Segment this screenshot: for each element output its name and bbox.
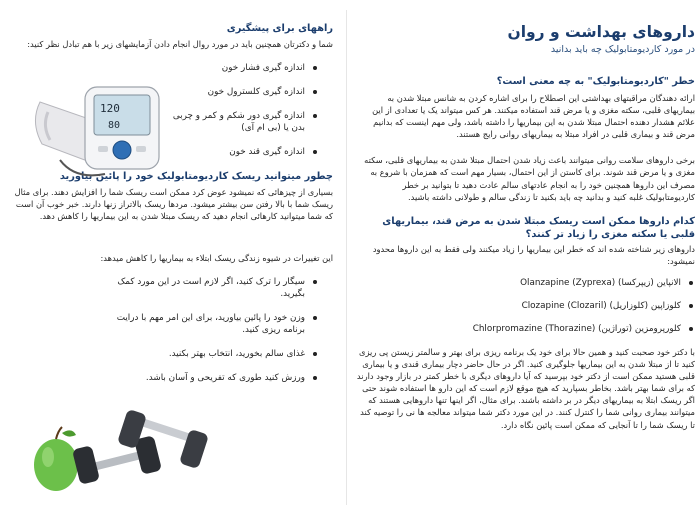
section-heading-lower-risk: چطور میتوانید ریسک کاردیومتابولیک خود را پائین بیاورید (59, 171, 333, 183)
column-divider (346, 10, 347, 505)
paragraph-lifestyle-intro: این تغییرات در شیوه زندگی ریسک ابتلاء به بیماریها را کاهش میدهد: (100, 253, 333, 264)
lifestyle-tip-item: وزن خود را پائین بیاورید، برای این امر مهم با درایت برنامه ریزی کنید. (114, 312, 319, 336)
screening-test-item: اندازه گیری کلسترول خون (169, 86, 319, 98)
drug-name-en: Clozapine (Clozaril) (521, 300, 607, 311)
drug-item (355, 300, 695, 312)
page-title: داروهای بهداشت و روان (507, 23, 695, 41)
page-subtitle: در مورد کاردیومتابولیک چه باید بدانید (550, 44, 695, 55)
dumbbells-and-apple-image (18, 395, 218, 505)
lifestyle-tips-list (114, 276, 319, 384)
screening-test-item: اندازه گیری قند خون (169, 146, 319, 158)
svg-text:120: 120 (100, 102, 120, 115)
screening-test-list (169, 62, 319, 158)
screening-test-item: اندازه گیری فشار خون (169, 62, 319, 74)
paragraph-prevention-intro: شما و دکترتان همچنین باید در مورد روال انجام دادن آزمایشهای زیر با هم تبادل نظر کنید: (27, 39, 333, 49)
lifestyle-tip-item: ورزش کنید طوری که تفریحی و آسان باشد. (114, 372, 319, 384)
paragraph-risk-meaning: ارائه دهندگان مراقبتهای بهداشتی این اصطلاح را برای اشاره کردن به شانس مبتلا شدن به بیماریهای قلبی، سکته مغزی و یا مرض قند استفاده میکنند. هر کس میتواند یک یا تعدادی از این علائم هشدار دهنده احتمال مبتلا شدن به این بیماریها را داشته باشد، ولی مهم اینست که بدانیم مرض قند و بیماری قلبی در افراد مبتلا به بیماریهای روانی رایج هستند. (372, 93, 695, 140)
blood-pressure-monitor-image (20, 62, 170, 182)
paragraph-drugs-intro: داروهای زیر شناخته شده اند که خطر این بیماریها را زیاد میکنند ولی فقط به این داروها محدود نمیشود: (372, 243, 695, 266)
paragraph-medications-risk: برخی داروهای سلامت روانی میتوانند باعث زیاد شدن احتمال مبتلا شدن به بیماریهای قلبی، سکته مغزی و یا مرض قند شوند. برای کاستن از این احتمال، بسیار مهم است که همزمان با شروع به مصرف این داروها همچنین خود را به انجام عادتهای سالم عادت دهید تا بتوانید بر خطر کاردیومتابولیک غلبه کنید و بدانید چه باید بکنید تا زندگی سالم و طولانی داشته باشید. (364, 155, 695, 202)
screening-test-item: اندازه گیری دور شکم و کمر و چربی بدن یا (بی ام آی) (169, 110, 319, 134)
drug-item (355, 323, 695, 335)
drug-name-en: Chlorpromazine (Thorazine) (472, 323, 596, 334)
drug-list (355, 277, 695, 335)
drug-name-fa: کلوزاپین (کلوزاریل) (609, 300, 681, 311)
drug-item (355, 277, 695, 289)
drug-name-en: Olanzapine (Zyprexa) (520, 277, 616, 288)
section-heading-risk-meaning: خطر "کاردیومتابولیک" به چه معنی است؟ (496, 76, 695, 87)
right-column (355, 8, 695, 431)
paragraph-lower-risk: بسیاری از چیزهائی که نمیشود عوض کرد ممکن است ریسک شما را افزایش دهند. برای مثال ریسک شما با بالا رفتن سن بیشتر میشود. مردها ریسک بالاتراز زنها دارند. خبر خوب آن است که شما میتوانید کارهائی انجام دهید که ریسک مبتلا شدن به این بیماریها را کاهش دهد. (14, 187, 333, 222)
svg-text:80: 80 (108, 120, 121, 131)
lifestyle-tip-item: غذای سالم بخورید، انتخاب بهتر بکنید. (114, 348, 319, 360)
lifestyle-tip-item: سیگار را ترک کنید، اگر لازم است در این مورد کمک بگیرید. (114, 276, 319, 300)
section-heading-which-drugs: کدام داروها ممکن است ریسک مبتلا شدن به مرض قند، بیماریهای قلبی یا سکته مغزی را زیاد تر کنند؟ (382, 215, 695, 240)
section-heading-prevention: راههای برای پیشگیری (226, 23, 333, 34)
drug-name-fa: الانپاین (زیپرکسا) (618, 277, 681, 288)
drug-name-fa: کلورپرومزین (توراژین) (598, 323, 681, 334)
paragraph-talk-to-doctor: با دکتر خود صحبت کنید و همین حالا برای خود یک برنامه ریزی برای بهتر و سالمتر زیستن پی ریزی کنید تا از مبتلا شدن به این بیماریها جلوگیری کنید. اگر در حال حاضر دچار بیماری قندی و یا بیماری قلبی هستید ممکن است از دکتر خود بپرسید که آیا داروهای دیگری با خطر کمتر در بازار وجود دارند که برای شما بهتر باشد. بخاطر بسپارید که هیچ موقع لازم است که این دارو ها استفاده شوند حتی اگر ریسک ابتلا به بیماریهای دیگر در بر داشته باشند. برای مثال، اگر اینها تنها داروهایی هستند که میتوانند بیماری روانی شما را کنترل کنند. در این مورد دکتر شما میتواند معالجه ها نی را توصیه کند تا ریسک شما را تا آنجایی که ممکن است پائین نگاه دارد. (356, 346, 695, 430)
